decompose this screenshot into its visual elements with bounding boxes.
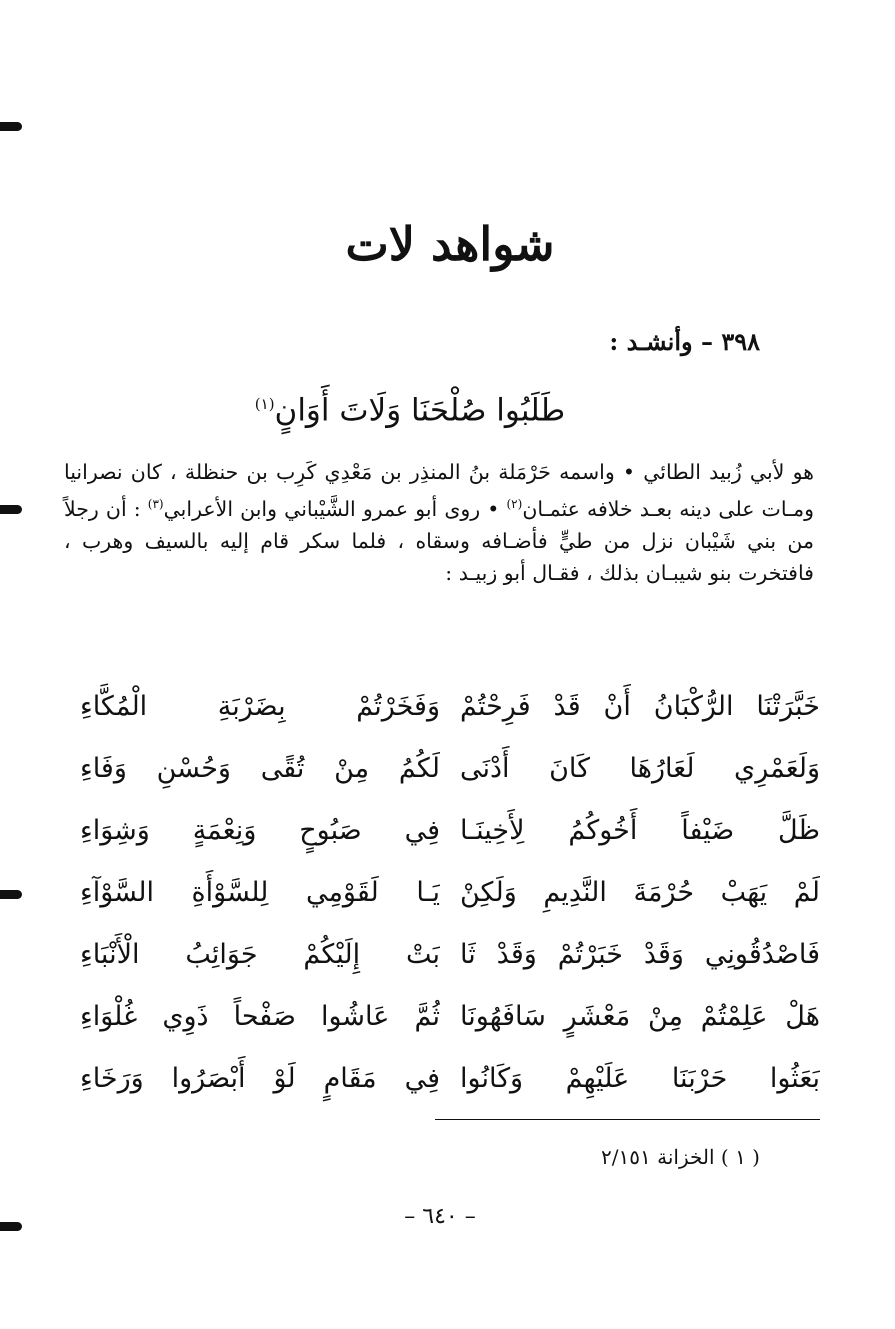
footnote-marker: (٢) <box>506 497 523 511</box>
footnote-marker: (١) <box>254 395 275 413</box>
verse-first-hemistich: ظَلَّ ضَيْفاً أَخُوكُمُ لِأَخِينَـا <box>460 815 820 846</box>
verse-second-hemistich: يَـا لَقَوْمِي لِلسَّوْأَةِ السَّوْآءِ <box>80 877 440 908</box>
verse-second-hemistich: ثُمَّ عَاشُوا صَفْحاً ذَوِي غُلْوَاءِ <box>80 1001 440 1032</box>
verse-second-hemistich: فِي صَبُوحٍ وَنِعْمَةٍ وَشِوَاءِ <box>80 815 440 846</box>
main-verse <box>200 378 620 436</box>
verse-first-hemistich: بَعَثُوا حَرْبَنَا عَلَيْهِمْ وَكَانُوا <box>460 1063 820 1094</box>
footnote-divider <box>435 1119 820 1120</box>
binding-mark <box>0 505 22 514</box>
verse-first-hemistich: وَلَعَمْرِي لَعَارُهَا كَانَ أَدْنَى <box>460 753 820 784</box>
binding-mark <box>0 122 22 131</box>
footnote-marker: (٣) <box>147 497 164 511</box>
verse-first-hemistich: هَلْ عَلِمْتُمْ مِنْ مَعْشَرٍ سَافَهُونَا <box>460 1001 820 1032</box>
binding-mark <box>0 1222 22 1231</box>
commentary-paragraph <box>64 456 814 589</box>
commentary-text: هو لأبي زُبيد الطائي • واسمه حَرْمَلة بنُ المنذِر بن مَعْدِي كَرِب بن حنظلة ، كان نصرانيا ومـات على دينه بعـد خلافه عثمـان <box>64 460 814 521</box>
binding-mark <box>0 890 22 899</box>
verse-first-hemistich: خَبَّرَتْنَا الرُّكْبَانُ أَنْ قَدْ فَرِحْتُمْ <box>460 691 820 722</box>
page-title: شواهد لات <box>345 217 555 271</box>
verse-first-hemistich: لَمْ يَهَبْ حُرْمَةَ النَّدِيمِ وَلَكِنْ <box>460 877 820 908</box>
verse-second-hemistich: لَكُمُ مِنْ تُقًى وَحُسْنِ وَفَاءِ <box>80 753 440 784</box>
verse-first-hemistich: فَاصْدُقُونِي وَقَدْ خَبَرْتُمْ وَقَدْ ثَا <box>460 939 820 970</box>
commentary-text: • روى أبو عمرو الشَّيْباني وابن الأعرابي <box>163 496 507 521</box>
verse-second-hemistich: فِي مَقَامٍ لَوْ أَبْصَرُوا وَرَخَاءِ <box>80 1063 440 1094</box>
poem <box>80 676 820 1110</box>
verse-second-hemistich: وَفَخَرْتُمْ بِضَرْبَةِ الْمُكَّاءِ <box>80 691 440 722</box>
page-number: – ٦٤٠ – <box>404 1204 476 1229</box>
entry-label: ٣٩٨ – وأنشـد : <box>609 327 760 356</box>
verse-second-hemistich: بَتْ إِلَيْكُمْ جَوَائِبُ الْأَنْبَاءِ <box>80 939 440 970</box>
footnote: ( ١ ) الخزانة ٢/١٥١ <box>601 1145 760 1169</box>
main-verse-text: طَلَبُوا صُلْحَنَا وَلَاتَ أَوَانٍ <box>274 392 566 429</box>
commentary-text: : أن رجلاً من بني شَيْبان نزل من طيٍّ فأضـافه وسقاه ، فلما سكر قام إليه بالسيف وهرب ، فافتخرت بنو شيبـان بذلك ، فقـال أبو زبيـد : <box>64 496 814 585</box>
